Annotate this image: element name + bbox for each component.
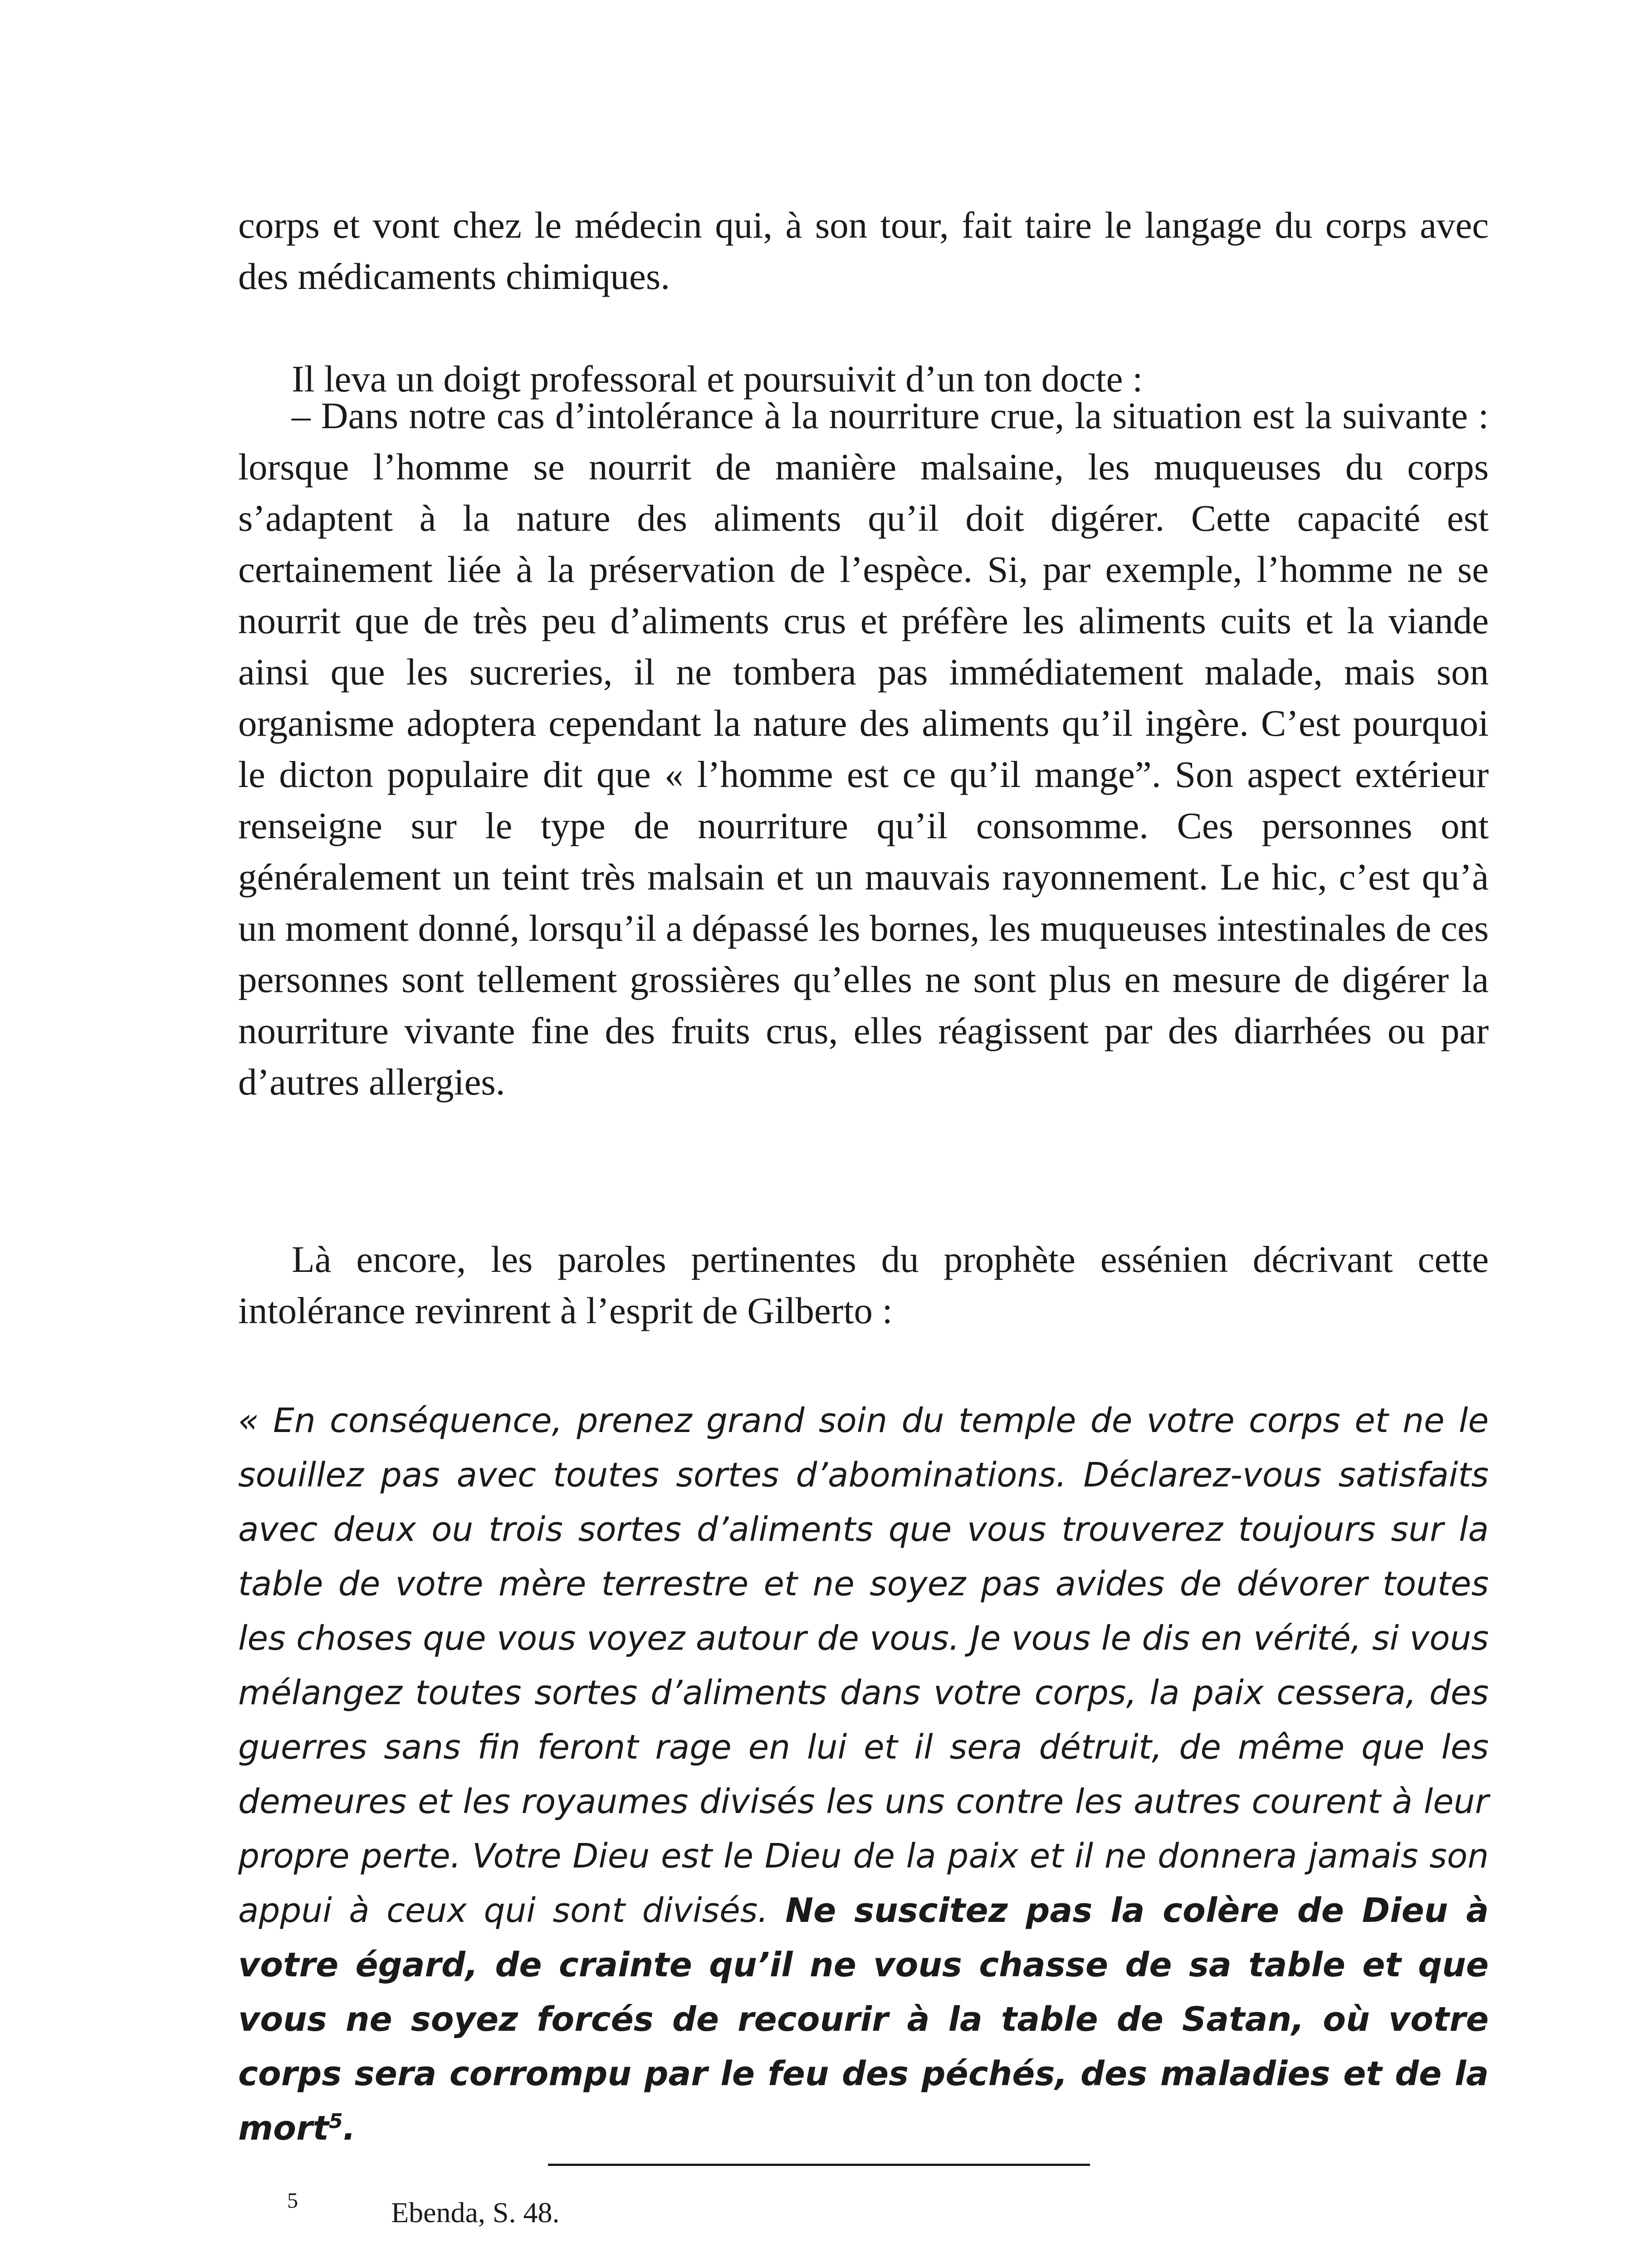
paragraph-continuation: corps et vont chez le médecin qui, à son tour, fait taire le langage du corps avec des médicaments chimiques. — [238, 204, 1489, 297]
essene-quote — [238, 1393, 1489, 2156]
quote-bold-text: Ne suscitez pas la colère de Dieu à votre égard, de crainte qu’il ne vous chasse de sa table et que vous ne soyez forcés de recourir à la table de Satan, où votre corps sera corrompu par le feu des péchés, des maladies et de la mort$^5$. — [238, 1891, 1489, 2148]
footnote-text: Ebenda, S. 48. — [391, 2196, 560, 2229]
quote-regular-text: « En conséquence, prenez grand soin du temple de votre corps et ne le souillez pas avec toutes sortes d’abominations. Déclarez-vous satisfaits avec deux ou trois sortes d’aliments que vous trouverez toujours sur la table de votre mère terrestre et ne soyez pas avides de dévorer toutes les choses que vous voyez autour de vous. Je vous le dis en vérité, si vous mélangez toutes sortes d’aliments dans votre corps, la paix cessera, des guerres sans fin feront rage en lui et il sera détruit, de même que les demeures et les royaumes divisés les uns contre les autres courent à leur propre perte. Votre Dieu est le Dieu de la paix et il ne donnera jamais son appui à ceux qui sont divisés. — [238, 1401, 1489, 1930]
paragraph-dialogue-intolerance: – Dans notre cas d’intolérance à la nourriture crue, la situation est la suivante : lorsque l’homme se nourrit de manière malsaine, les muqueuses du corps s’adaptent à la nature des aliments qu’il doit digérer. Cette capacité est certainement liée à la préservation de l’espèce. Si, par exemple, l’homme ne se nourrit que de très peu d’aliments crus et préfère les aliments cuits et la viande ainsi que les sucreries, il ne tombera pas immédiatement malade, mais son organisme adoptera cependant la nature des aliments qu’il ingère. C’est pourquoi le dicton populaire dit que « l’homme est ce qu’il mange”. Son aspect extérieur renseigne sur le type de nourriture qu’il consomme. Ces personnes ont généralement un teint très malsain et un mauvais rayonnement. Le hic, c’est qu’à un moment donné, lorsqu’il a dépassé les bornes, les muqueuses intestinales de ces personnes sont tellement grossières qu’elles ne sont plus en mesure de digérer la nourriture vivante fine des fruits crus, elles réagissent par des diarrhées ou par d’autres allergies. — [238, 395, 1489, 1103]
footnote-reference: 5 — [328, 2110, 343, 2133]
footnote-separator — [548, 2164, 1090, 2166]
paragraph-professor-gesture: Il leva un doigt professoral et poursuivit d’un ton docte : — [292, 358, 1143, 400]
paragraph-prophet-intro: Là encore, les paroles pertinentes du prophète essénien décrivant cette intolérance revinrent à l’esprit de Gilberto : — [238, 1238, 1489, 1331]
footnote-number: 5 — [287, 2189, 298, 2213]
